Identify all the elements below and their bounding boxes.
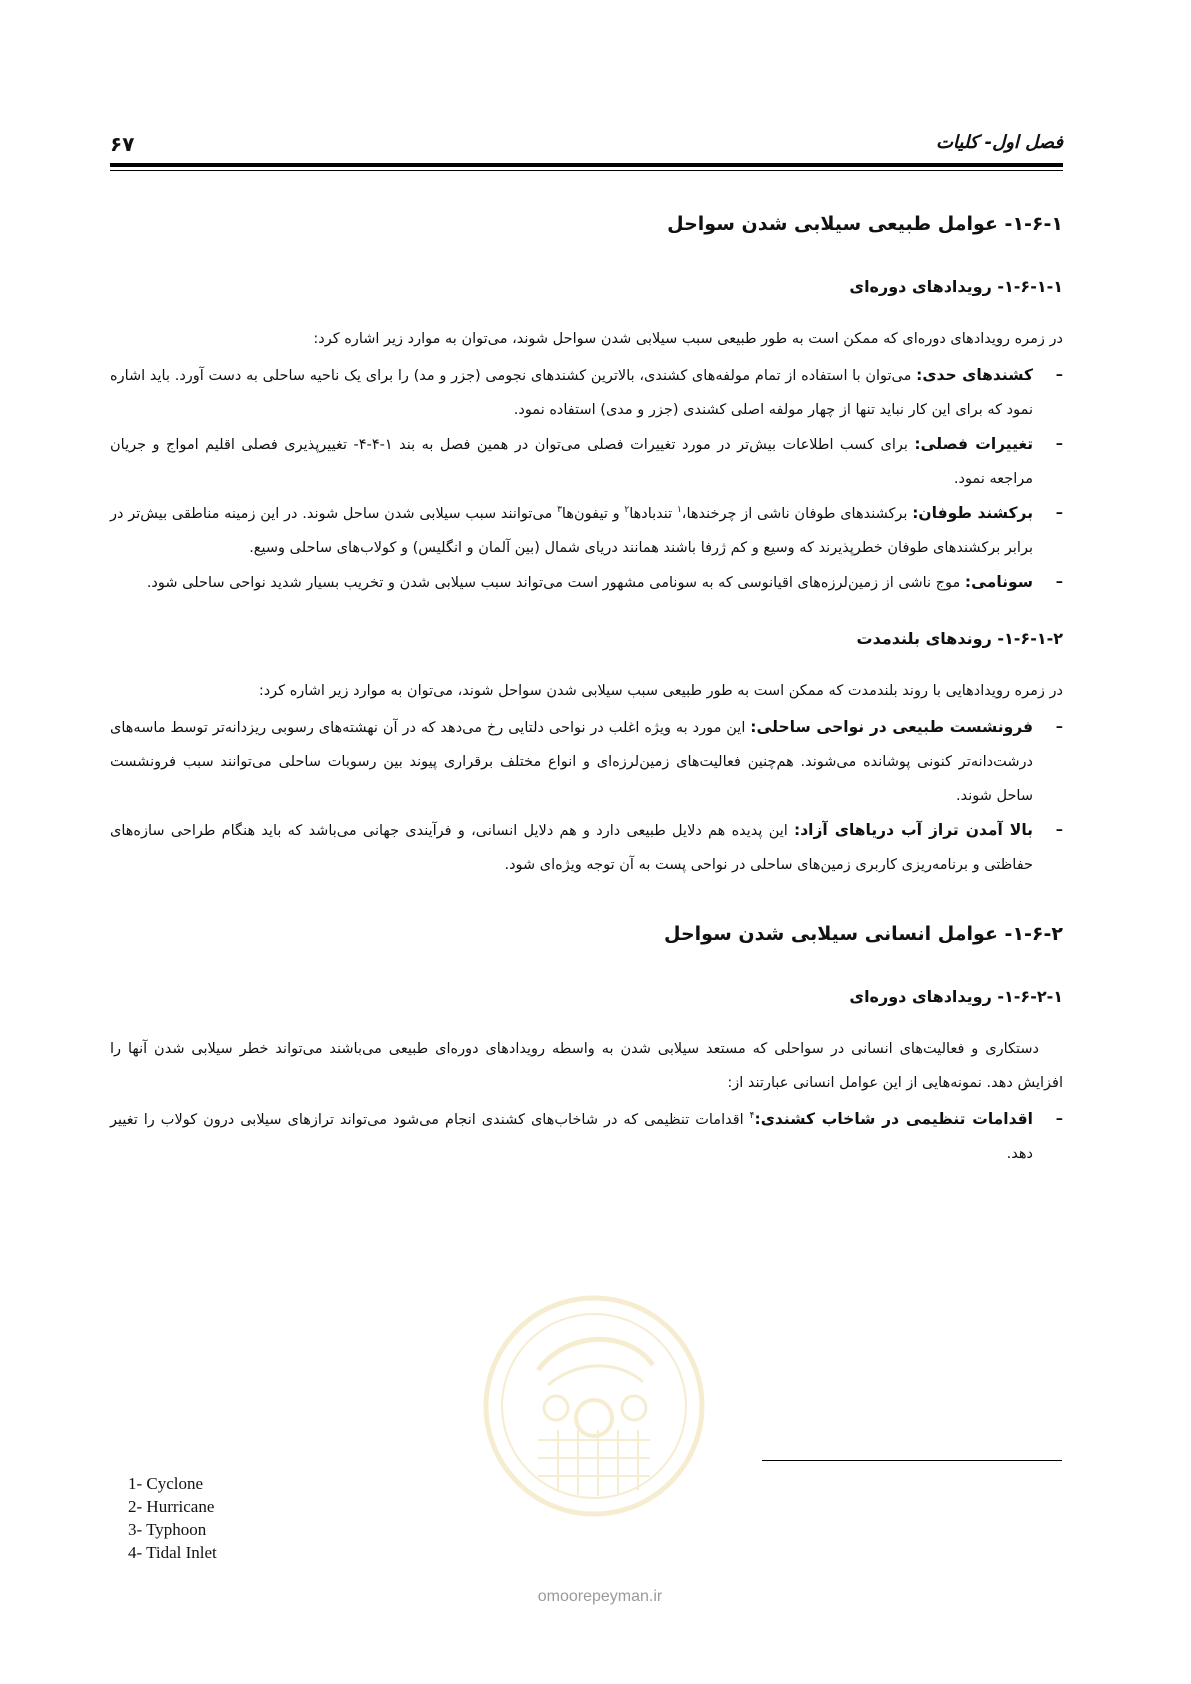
list-item (110, 813, 1063, 882)
item-text: این پدیده هم دلایل طبیعی دارد و هم دلایل انسانی، و فرآیندی جهانی می‌باشد که باید هنگام طراحی سازه‌های حفاظتی و برنامه‌ریزی کاربری زمین‌های ساحلی در نواحی پست به آن توجه ویژه‌ای شود. (110, 823, 1033, 873)
page-body (110, 210, 1063, 1197)
bullet-list (110, 1102, 1063, 1171)
item-text: این مورد به ویژه اغلب در نواحی دلتایی رخ می‌دهد که در آن نهشته‌های رسوبی ریزدانه‌تر توسط ماسه‌های درشت‌دانه‌تر کنونی پوشانده می‌شوند. هم‌چنین فعالیت‌های زمین‌لرزه‌ای و انواع مختلف برقراری پیوند بین رسوبات ساحلی می‌توانند سبب فرونشست ساحل شوند. (110, 720, 1033, 804)
footnote: 2- Hurricane (128, 1497, 215, 1516)
list-item (110, 1102, 1063, 1171)
dash-bullet-icon: – (1055, 822, 1063, 838)
section-heading: ۱-۶-۱- عوامل طبیعی سیلابی شدن سواحل (667, 213, 1063, 235)
item-text: موج ناشی از زمین‌لرزه‌های اقیانوسی که به سونامی مشهور است می‌تواند سبب سیلابی شدن و تخریب بسیار شدید نواحی ساحلی شود. (146, 575, 965, 591)
watermark-url: omoorepeyman.ir (537, 1588, 663, 1605)
footnote-ref: ۲ (624, 505, 630, 516)
subsection-heading: ۱-۶-۲-۱- رویدادهای دوره‌ای (849, 987, 1063, 1006)
item-text: و تیفون‌ها (561, 506, 625, 522)
item-term: برکشند طوفان: (912, 504, 1034, 522)
footnotes (128, 1472, 217, 1564)
item-term: فرونشست طبیعی در نواحی ساحلی: (750, 718, 1033, 736)
footnote-separator (762, 1460, 1062, 1461)
bullet-list (110, 710, 1063, 882)
dash-bullet-icon: – (1055, 505, 1063, 521)
watermark-logo-icon (478, 1290, 710, 1522)
bullet-list (110, 358, 1063, 600)
page-header (110, 128, 1063, 158)
list-item (110, 565, 1063, 600)
list-item (110, 710, 1063, 813)
footnote-ref: ۱ (676, 505, 682, 516)
chapter-title: فصل اول- کلیات (935, 132, 1063, 153)
footnote-ref: ۴ (749, 1111, 755, 1122)
subsection-heading: ۱-۶-۱-۲- روندهای بلندمدت (856, 629, 1063, 648)
dash-bullet-icon: – (1055, 436, 1063, 452)
paragraph: در زمره رویدادهایی با روند بلندمدت که ممکن است به طور طبیعی سبب سیلابی شدن سواحل شوند، می‌توان به موارد زیر اشاره کرد: (258, 683, 1063, 699)
item-text: می‌توانند سبب سیلابی شدن ساحل شوند. در این زمینه مناطقی بیش‌تر در برابر برکشندهای طوفان خطرپذیرند که وسیع و کم ژرفا باشند همانند دریای شمال (بین آلمان و انگلیس) و کولاب‌های ساحلی وسیع. (110, 506, 1033, 556)
footnote: 4- Tidal Inlet (128, 1543, 217, 1562)
dash-bullet-icon: – (1055, 574, 1063, 590)
header-rule-thin (110, 170, 1063, 171)
item-text: می‌توان با استفاده از تمام مولفه‌های کشندی، بالاترین کشندهای نجومی (جزر و مد) را برای یک ناحیه ساحلی به دست آورد. باید اشاره نمود که برای این کار نباید تنها از چهار مولفه اصلی کشندی (جزر و مدی) استفاده نمود. (110, 368, 1033, 418)
item-term: کشندهای حدی: (916, 366, 1033, 384)
footnote: 3- Typhoon (128, 1520, 207, 1539)
list-item (110, 496, 1063, 565)
page-number: ۶۷ (110, 132, 135, 156)
dash-bullet-icon: – (1055, 1111, 1063, 1127)
paragraph: دستکاری و فعالیت‌های انسانی در سواحلی که مستعد سیلابی شدن به واسطه رویدادهای دوره‌ای طبیعی می‌باشند می‌تواند خطر سیلابی شدن آنها را افزایش دهد. نمونه‌هایی از این عوامل انسانی عبارتند از: (110, 1041, 1063, 1091)
header-rule (110, 163, 1063, 167)
item-term: اقدامات تنظیمی در شاخاب کشندی: (754, 1110, 1033, 1128)
spacer (110, 908, 1063, 920)
dash-bullet-icon: – (1055, 367, 1063, 383)
item-term: تغییرات فصلی: (914, 435, 1034, 453)
list-item (110, 427, 1063, 496)
footnote: 1- Cyclone (128, 1474, 204, 1493)
item-term: سونامی: (964, 573, 1033, 591)
item-text: اقدامات تنظیمی که در شاخاب‌های کشندی انجام می‌شود می‌تواند ترازهای سیلابی درون کولاب را تغییر دهد. (110, 1112, 1033, 1162)
subsection-heading: ۱-۶-۱-۱- رویدادهای دوره‌ای (849, 277, 1063, 296)
item-term: بالا آمدن تراز آب دریاهای آزاد: (794, 821, 1033, 839)
item-text: تندبادها (629, 506, 677, 522)
section-heading: ۱-۶-۲- عوامل انسانی سیلابی شدن سواحل (664, 923, 1063, 945)
paragraph: در زمره رویدادهای دوره‌ای که ممکن است به طور طبیعی سبب سیلابی شدن سواحل شوند، می‌توان به موارد زیر اشاره کرد: (313, 331, 1063, 347)
list-item (110, 358, 1063, 427)
dash-bullet-icon: – (1055, 719, 1063, 735)
item-text: برکشندهای طوفان ناشی از چرخندها، (681, 506, 913, 522)
footnote-ref: ۳ (557, 505, 562, 516)
item-text: برای کسب اطلاعات بیش‌تر در مورد تغییرات فصلی می‌توان در همین فصل به بند ۱-۴-۴- تغییرپذیری فصلی اقلیم امواج و جریان مراجعه نمود. (110, 437, 1033, 487)
